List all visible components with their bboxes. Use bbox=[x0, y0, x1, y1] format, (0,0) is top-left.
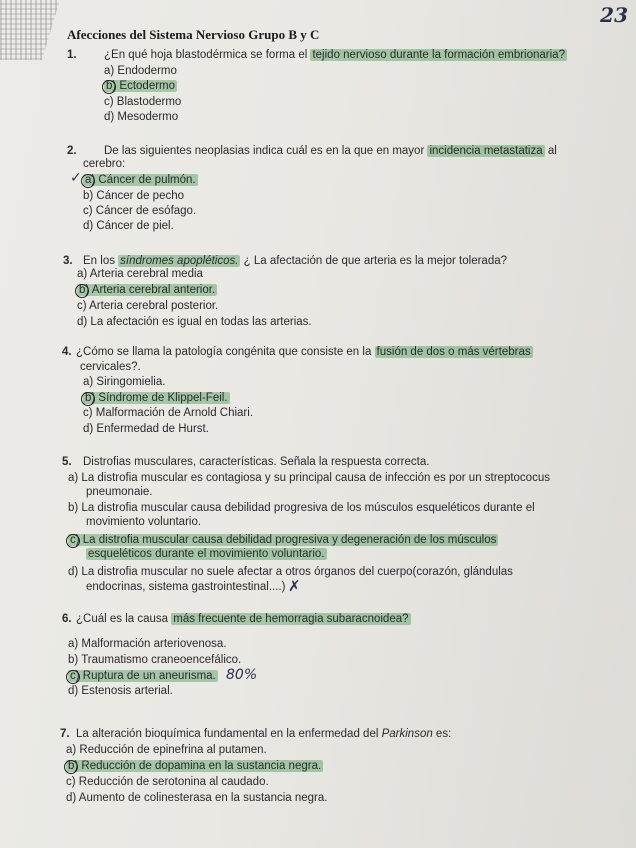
question-text-part: ¿Cuál es la causa bbox=[76, 613, 172, 625]
question-text: Distrofias musculares, características. Señala la respuesta correcta. bbox=[83, 456, 430, 468]
option-c: c) Reducción de serotonina al caudado. bbox=[66, 776, 269, 788]
option-c: c) Cáncer de esófago. bbox=[83, 205, 197, 217]
option-c bbox=[68, 669, 218, 685]
option-a-line2: pneumonaie. bbox=[86, 486, 153, 498]
highlighted-text: esqueléticos durante el movimiento voluntario. bbox=[88, 548, 325, 560]
question-text bbox=[104, 144, 557, 160]
highlighted-text: b) Síndrome de Klippel-Feil. bbox=[85, 392, 228, 404]
option-d-line2: endocrinas, sistema gastrointestinal....) bbox=[86, 581, 286, 593]
option-c: c) Blastodermo bbox=[104, 96, 182, 108]
question-text-line2: cervicales?. bbox=[80, 361, 141, 373]
question-text-italic: Parkinson bbox=[381, 728, 433, 740]
question-text-part: al bbox=[544, 145, 557, 157]
question-text bbox=[76, 345, 533, 361]
highlighted-text: c) La distrofia muscular causa debilidad progresiva y degeneración de los músculos bbox=[70, 534, 497, 546]
check-mark-icon: ✓ bbox=[70, 170, 82, 186]
highlighted-text: incidencia metastatiza bbox=[429, 145, 543, 157]
scan-artifact-corner bbox=[0, 0, 60, 60]
option-a: a) Malformación arteriovenosa. bbox=[68, 638, 227, 650]
question-number: 1. bbox=[67, 49, 77, 61]
option-d: d) La afectación es igual en todas las arterias. bbox=[77, 316, 312, 328]
question-number: 3. bbox=[63, 255, 73, 267]
option-d: d) La distrofia muscular no suele afectar a otros órganos del cuerpo(corazón, glándulas bbox=[68, 566, 513, 578]
option-d: d) Estenosis arterial. bbox=[68, 685, 173, 697]
highlighted-text: c) Ruptura de un aneurisma. bbox=[70, 670, 216, 682]
answer-circle-mark bbox=[81, 174, 95, 188]
question-text-line2: cerebro: bbox=[83, 158, 126, 170]
option-a: a) Siringomielia. bbox=[83, 376, 166, 388]
question-text-part: ¿ La afectación de que arteria es la mejor tolerada? bbox=[240, 255, 508, 267]
question-number: 2. bbox=[67, 145, 77, 157]
question-text-part: ¿En qué hoja blastodérmica se forma el bbox=[104, 49, 311, 61]
highlighted-text: b) Reducción de dopamina en la sustancia negra. bbox=[68, 760, 322, 772]
highlighted-text: tejido nervioso durante la formación embrionaria? bbox=[312, 49, 565, 61]
option-d: d) Enfermedad de Hurst. bbox=[83, 423, 209, 435]
option-b: b) La distrofia muscular causa debilidad progresiva de los músculos esqueléticos durante el bbox=[68, 502, 535, 514]
cross-mark-icon: ✗ bbox=[288, 577, 301, 595]
highlighted-text: b) Arteria cerebral anterior. bbox=[79, 284, 216, 296]
option-c: c) Arteria cerebral posterior. bbox=[77, 300, 219, 312]
question-text-part: En los bbox=[83, 255, 119, 267]
option-b bbox=[83, 391, 230, 407]
question-text-part: La alteración bioquímica fundamental en la enfermedad del bbox=[76, 728, 382, 740]
highlighted-text: síndromes apopléticos. bbox=[120, 255, 239, 267]
option-c: c) Malformación de Arnold Chiari. bbox=[83, 407, 254, 419]
option-b: b) Traumatismo craneoencefálico. bbox=[68, 654, 242, 666]
option-d: d) Cáncer de piel. bbox=[83, 220, 174, 232]
option-c-line2 bbox=[86, 547, 327, 563]
question-text-part: es: bbox=[432, 728, 452, 740]
option-d: d) Mesodermo bbox=[104, 111, 179, 123]
answer-circle-mark bbox=[66, 670, 80, 684]
question-text bbox=[76, 612, 411, 628]
option-b bbox=[66, 759, 323, 775]
option-b-line2: movimiento voluntario. bbox=[86, 516, 202, 528]
handwritten-annotation: 80% bbox=[226, 667, 258, 683]
question-text bbox=[104, 48, 567, 64]
option-a: a) Reducción de epinefrina al putamen. bbox=[66, 744, 267, 756]
question-text-part: De las siguientes neoplasias indica cuál es en la que en mayor bbox=[104, 145, 428, 157]
option-b bbox=[77, 283, 217, 299]
highlighted-text: más frecuente de hemorragia subaracnoidea? bbox=[173, 613, 409, 625]
answer-circle-mark bbox=[102, 80, 116, 94]
answer-circle-mark bbox=[64, 760, 78, 774]
question-number: 5. bbox=[62, 456, 72, 468]
question-number: 7. bbox=[60, 728, 70, 740]
question-number: 6. bbox=[62, 613, 72, 625]
answer-circle-mark bbox=[66, 534, 80, 548]
question-number: 4. bbox=[62, 346, 72, 358]
option-a: a) La distrofia muscular es contagiosa y su principal causa de infección es por un streptococus bbox=[68, 472, 550, 484]
question-text bbox=[76, 727, 451, 743]
highlighted-text: fusión de dos o más vértebras bbox=[376, 346, 531, 358]
answer-circle-mark bbox=[75, 284, 89, 298]
page-number: 23 bbox=[600, 3, 628, 27]
question-text-part: ¿Cómo se llama la patología congénita que consiste en la bbox=[76, 346, 375, 358]
highlighted-text: b) Ectodermo bbox=[106, 80, 176, 92]
option-a: a) Endodermo bbox=[104, 65, 177, 77]
option-a: a) Arteria cerebral media bbox=[77, 268, 203, 280]
option-b: b) Cáncer de pecho bbox=[83, 190, 185, 202]
answer-circle-mark bbox=[81, 392, 95, 406]
option-a bbox=[83, 173, 198, 189]
option-d: d) Aumento de colinesterasa en la sustancia negra. bbox=[66, 792, 328, 804]
highlighted-text: a) Cáncer de pulmón. bbox=[85, 174, 196, 186]
document-title: Afecciones del Sistema Nervioso Grupo B y C bbox=[67, 27, 320, 42]
